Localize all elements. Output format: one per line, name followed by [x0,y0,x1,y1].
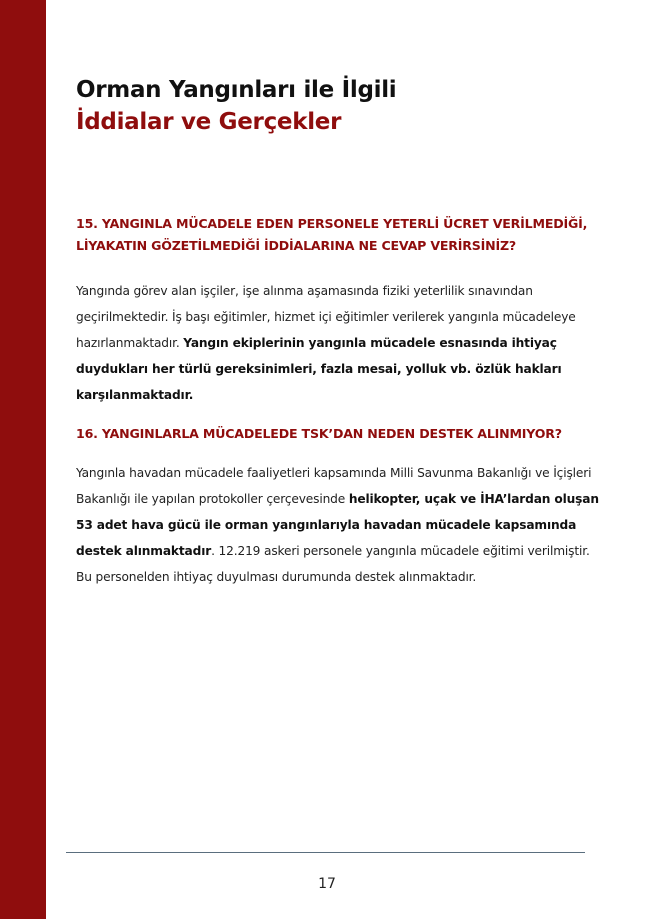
title-line-2: İddialar ve Gerçekler [76,109,342,135]
question-16-text: 16. YANGINLARLA MÜCADELEDE TSK’DAN NEDEN DESTEK ALINMIYOR? [76,426,562,441]
question-15 [76,213,616,257]
answer-16-emphasis: helikopter, uçak ve İHA’lardan oluşan 53 adet hava gücü ile orman yangınlarıyla havadan mücadele kapsamında destek alınmaktadır [76,492,599,558]
question-15-line-1: 15. YANGINLA MÜCADELE EDEN PERSONELE YETERLİ ÜCRET VERİLMEDİĞİ, [76,216,588,231]
answer-15-emphasis: Yangın ekiplerinin yangınla mücadele esnasında ihtiyaç duydukları her türlü gereksinimleri, fazla mesai, yolluk vb. özlük hakları karşılanmaktadır. [76,336,562,402]
footer-divider [66,852,585,853]
answer-15-text: Yangında görev alan işçiler, işe alınma aşamasında fiziki yeterlilik sınavından geçirilmektedir. İş başı eğitimler, hizmet içi eğitimler verilerek yangınla mücadeleye hazırlanmaktadır. [76,284,576,350]
page-number: 17 [318,876,336,892]
answer-16-text-start: Yangınla havadan mücadele faaliyetleri kapsamında Milli Savunma Bakanlığı ve İçişleri Bakanlığı ile yapılan protokoller çerçevesinde [76,466,592,506]
title-line-1: Orman Yangınları ile İlgili [76,77,397,103]
decorative-side-bar [0,0,46,919]
page-title [76,74,616,138]
answer-16 [76,460,606,590]
question-16 [76,423,616,445]
answer-16-text-end: . 12.219 askeri personele yangınla mücadele eğitimi verilmiştir. Bu personelden ihtiyaç duyulması durumunda destek alınmaktadır. [76,544,590,584]
question-15-line-2: LİYAKATIN GÖZETİLMEDİĞİ İDDİALARINA NE CEVAP VERİRSİNİZ? [76,238,516,253]
answer-15 [76,278,606,408]
